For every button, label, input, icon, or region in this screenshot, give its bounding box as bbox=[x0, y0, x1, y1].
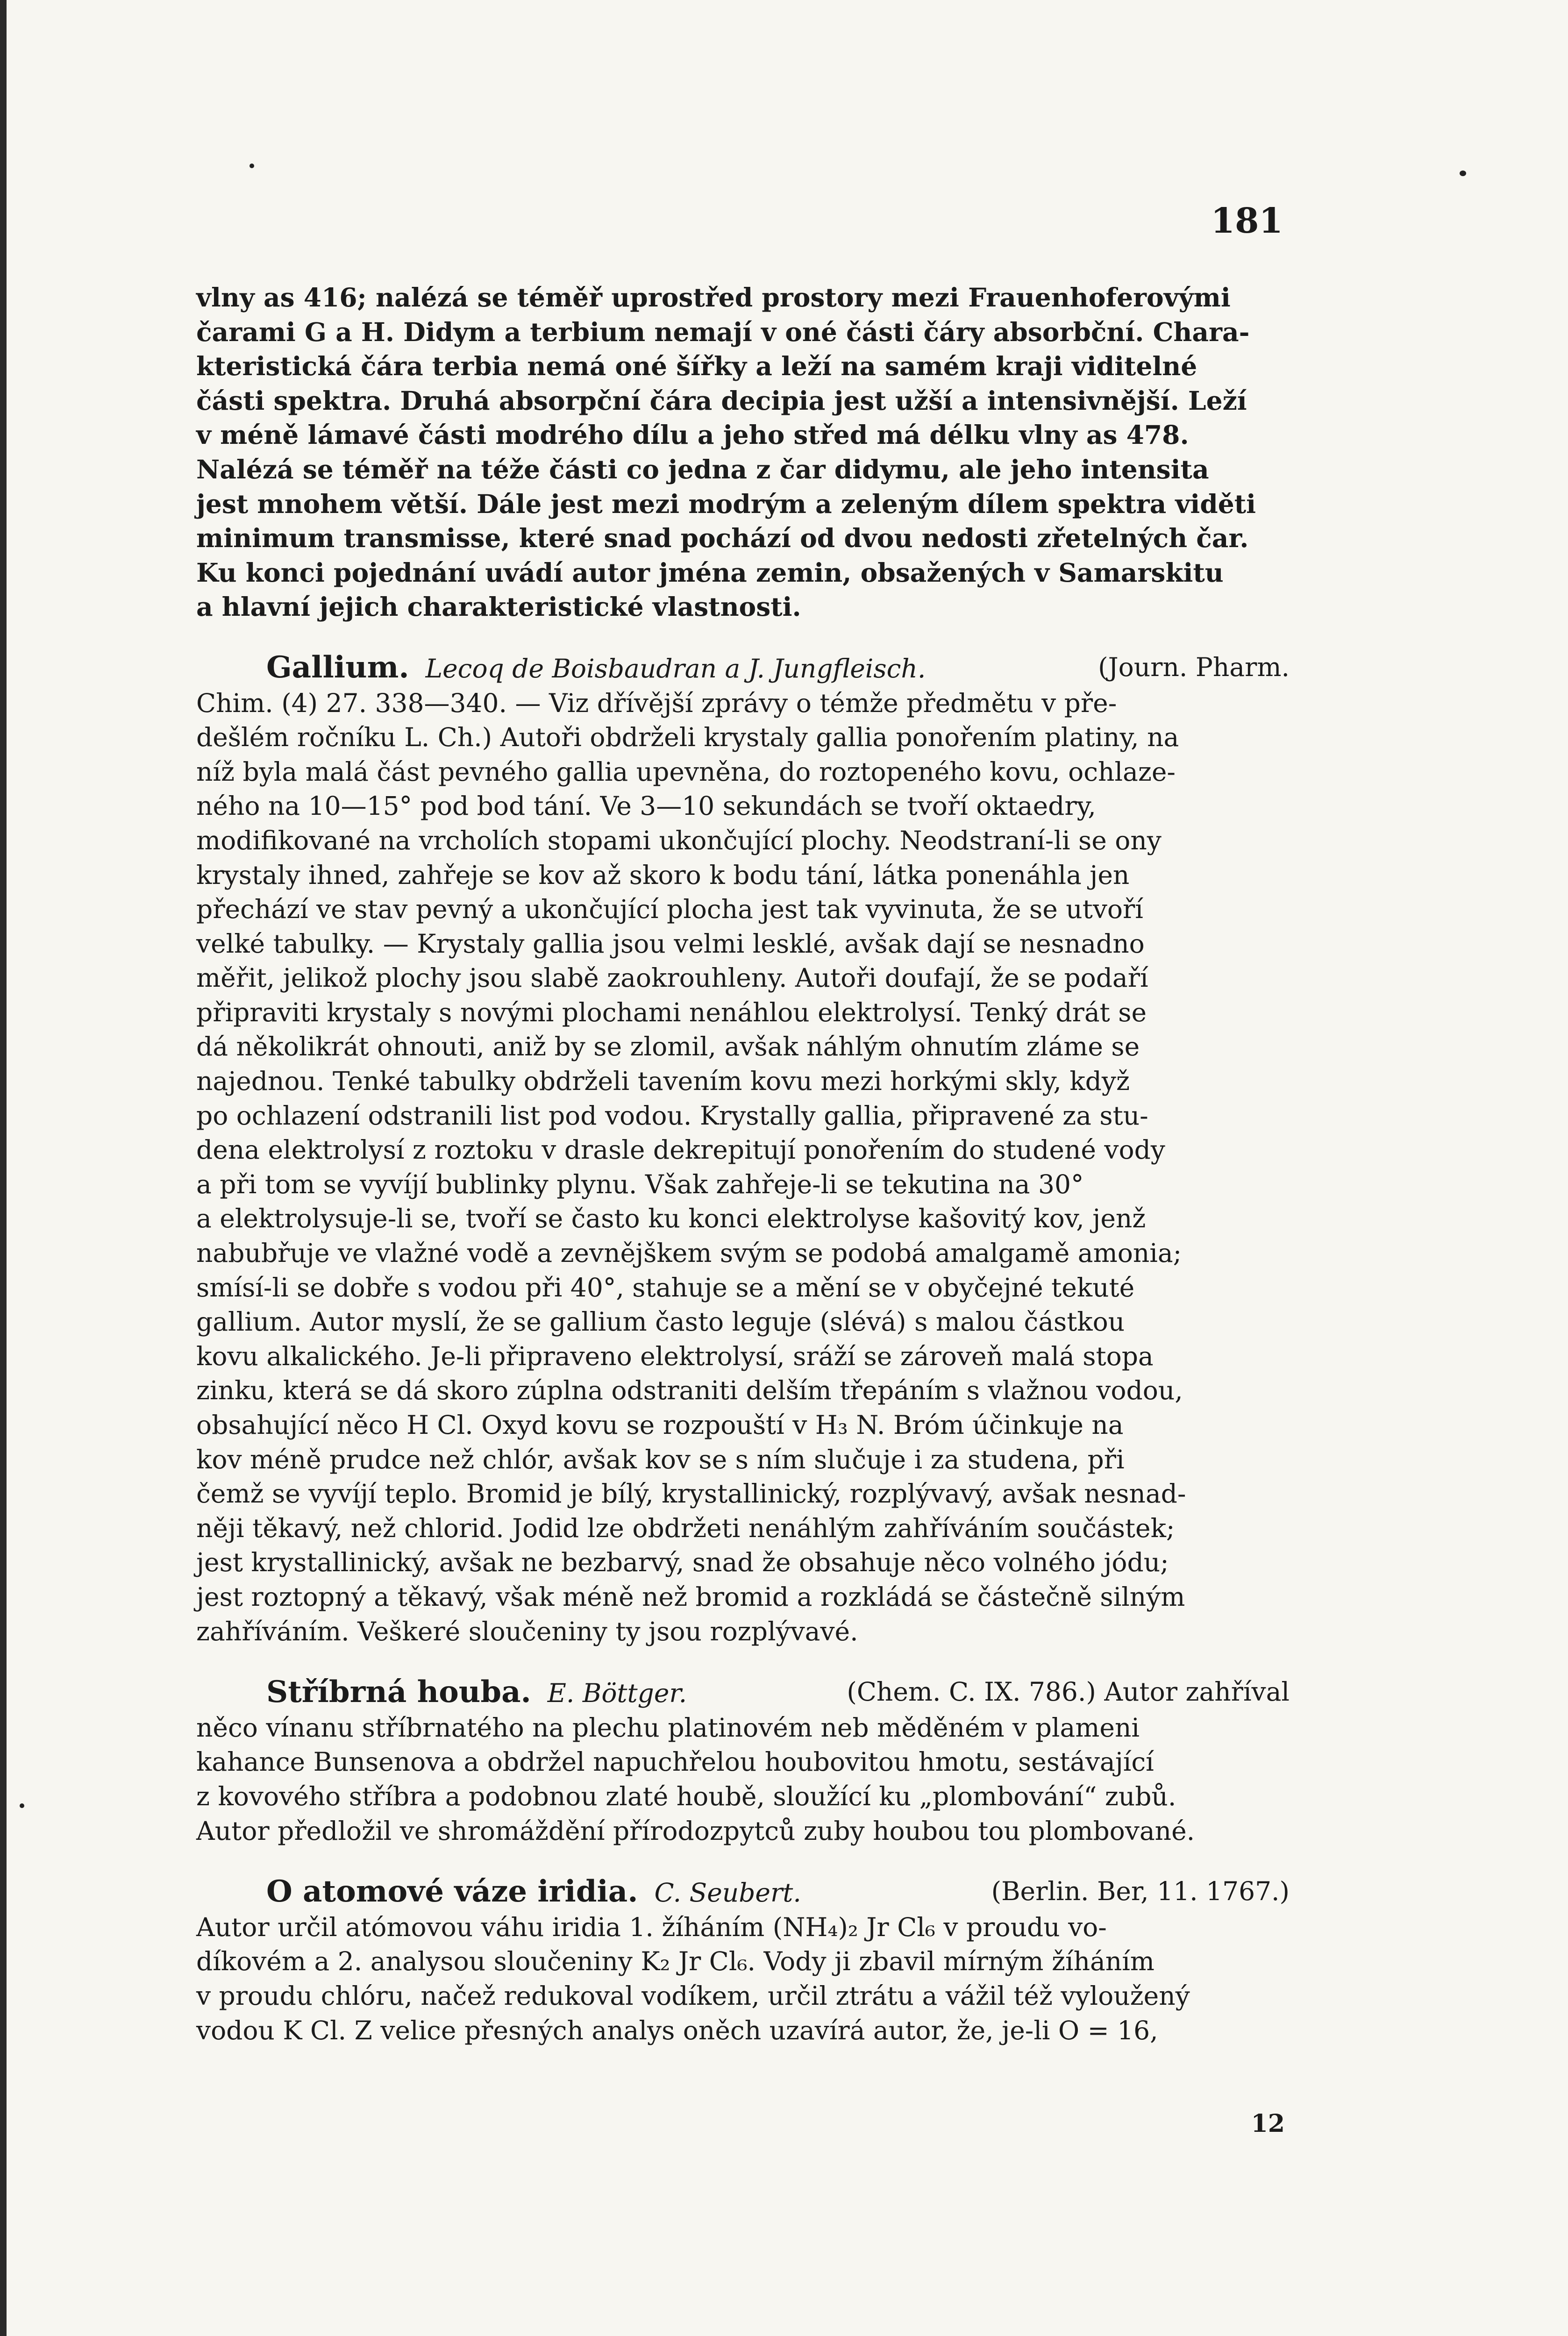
text-line: přechází ve stav pevný a ukončující plocha jest tak vyvinuta, že se utvoří bbox=[196, 894, 1143, 925]
scan-speck bbox=[20, 1803, 24, 1808]
text-line: Nalézá se téměř na téže části co jedna z čar didymu, ale jeho intensita bbox=[196, 454, 1209, 484]
text-line: kteristická čára terbia nemá oné šířky a leží na samém kraji viditelné bbox=[196, 351, 1197, 382]
text-line: části spektra. Druhá absorpční čára decipia jest užší a intensivnější. Leží bbox=[196, 385, 1247, 416]
text-line: v proudu chlóru, načež redukoval vodíkem, určil ztrátu a vážil též vyloužený bbox=[196, 1980, 1190, 2011]
text-line: díkovém a 2. analysou sloučeniny K₂ Jr Cl₆. Vody ji zbavil mírným žíháním bbox=[196, 1946, 1155, 1977]
text-line: čarami G a H. Didym a terbium nemají v oné části čáry absorbční. Chara- bbox=[196, 316, 1250, 347]
text-line: gallium. Autor myslí, že se gallium často leguje (slévá) s malou částkou bbox=[196, 1307, 1125, 1337]
text-line: Autor určil atómovou váhu iridia 1. žíháním (NH₄)₂ Jr Cl₆ v proudu vo- bbox=[196, 1912, 1107, 1942]
text-line: Gallium. Lecoq de Boisbaudran a J. Jungfleisch. (Journ. Pharm. bbox=[266, 649, 1290, 685]
signature-mark: 12 bbox=[1251, 2109, 1285, 2138]
text-line: jest roztopný a těkavý, však méně než bromid a rozkládá se částečně silným bbox=[196, 1581, 1185, 1612]
text-line: krystaly ihned, zahřeje se kov až skoro k bodu tání, látka ponenáhla jen bbox=[196, 860, 1130, 890]
text-line: kov méně prudce než chlór, avšak kov se s ním slučuje i za studena, při bbox=[196, 1444, 1125, 1474]
section-heading: O atomové váze iridia. bbox=[266, 1874, 638, 1909]
text-line: něji těkavý, než chlorid. Jodid lze obdržeti nenáhlým zahříváním součástek; bbox=[196, 1513, 1175, 1543]
text-line: obsahující něco H Cl. Oxyd kovu se rozpouští v H₃ N. Bróm účinkuje na bbox=[196, 1410, 1124, 1440]
text-line: po ochlazení odstranili list pod vodou. Krystally gallia, připravené za stu- bbox=[196, 1100, 1148, 1131]
text-line: Stříbrná houba. E. Böttger. (Chem. C. IX. 786.) Autor zahříval bbox=[266, 1674, 1290, 1710]
text-line: dešlém ročníku L. Ch.) Autoři obdrželi krystaly gallia ponořením platiny, na bbox=[196, 722, 1179, 753]
text-line: čemž se vyvíjí teplo. Bromid je bílý, krystallinický, rozplývavý, avšak nesnad- bbox=[196, 1479, 1186, 1509]
text-line: nabubřuje ve vlažné vodě a zevnějškem svým se podobá amalgamě amonia; bbox=[196, 1238, 1182, 1268]
text-line: smísí-li se dobře s vodou při 40°, stahuje se a mění se v obyčejné tekuté bbox=[196, 1272, 1135, 1303]
section-authors: C. Seubert. bbox=[654, 1878, 801, 1908]
text-line: modifikované na vrcholích stopami ukončující plochy. Neodstraní-li se ony bbox=[196, 825, 1162, 855]
text-line: jest krystallinický, avšak ne bezbarvý, snad že obsahuje něco volného jódu; bbox=[196, 1547, 1169, 1578]
text-line: vodou K Cl. Z velice přesných analys oněch uzavírá autor, že, je-li O = 16, bbox=[196, 2015, 1158, 2045]
paragraph-gallium bbox=[196, 650, 1290, 1649]
text-line: dena elektrolysí z roztoku v drasle dekrepitují ponořením do studené vody bbox=[196, 1135, 1165, 1165]
paragraph-spectra bbox=[196, 280, 1290, 624]
text-line: velké tabulky. — Krystaly gallia jsou velmi lesklé, avšak dají se nesnadno bbox=[196, 928, 1145, 959]
text-line: a při tom se vyvíjí bublinky plynu. Však zahřeje-li se tekutina na 30° bbox=[196, 1169, 1084, 1199]
scan-speck bbox=[249, 164, 254, 168]
text-line: z kovového stříbra a podobnou zlaté houbě, sloužící ku „plombování“ zubů. bbox=[196, 1781, 1176, 1811]
text-line: a elektrolysuje-li se, tvoří se často ku konci elektrolyse kašovitý kov, jenž bbox=[196, 1204, 1146, 1234]
text-line: Chim. (4) 27. 338—340. — Viz dřívější zprávy o témže předmětu v pře- bbox=[196, 688, 1117, 718]
text-line: jest mnohem větší. Dále jest mezi modrým a zeleným dílem spektra viděti bbox=[196, 488, 1256, 519]
paragraph-iridium bbox=[196, 1874, 1290, 2048]
text-line: níž byla malá část pevného gallia upevněna, do roztopeného kovu, ochlaze- bbox=[196, 756, 1176, 787]
section-authors: Lecoq de Boisbaudran a J. Jungfleisch. bbox=[425, 653, 926, 684]
text-line: ného na 10—15° pod bod tání. Ve 3—10 sekundách se tvoří oktaedry, bbox=[196, 791, 1096, 821]
scan-speck bbox=[1460, 171, 1466, 176]
paragraph-silver-sponge bbox=[196, 1675, 1290, 1848]
text-line: v méně lámavé části modrého dílu a jeho střed má délku vlny as 478. bbox=[196, 420, 1189, 450]
text-line: zinku, která se dá skoro zúplna odstraniti delším třepáním s vlažnou vodou, bbox=[196, 1375, 1183, 1406]
article-text bbox=[196, 280, 1290, 2048]
text-line: kahance Bunsenova a obdržel napuchřelou houbovitou hmotu, sestávající bbox=[196, 1747, 1154, 1777]
text-line: vlny as 416; nalézá se téměř uprostřed prostory mezi Frauenhoferovými bbox=[196, 282, 1231, 313]
text-line: připraviti krystaly s novými plochami nenáhlou elektrolysí. Tenký drát se bbox=[196, 997, 1147, 1027]
text-line: minimum transmisse, které snad pochází od dvou nedosti zřetelných čar. bbox=[196, 523, 1249, 554]
text-line: něco vínanu stříbrnatého na plechu platinovém neb měděném v plameni bbox=[196, 1712, 1140, 1743]
text-line: dá několikrát ohnouti, aniž by se zlomil, avšak náhlým ohnutím zláme se bbox=[196, 1032, 1140, 1062]
section-heading: Stříbrná houba. bbox=[266, 1674, 531, 1710]
text-line: O atomové váze iridia. C. Seubert. (Berlin. Ber, 11. 1767.) bbox=[266, 1874, 1290, 1909]
text-line: najednou. Tenké tabulky obdrželi tavením kovu mezi horkými skly, když bbox=[196, 1066, 1130, 1097]
text-line: měřit, jelikož plochy jsou slabě zaokrouhleny. Autoři doufají, že se podaří bbox=[196, 963, 1148, 993]
text-line: Autor předložil ve shromáždění přírodozpytců zuby houbou tou plombované. bbox=[196, 1816, 1195, 1846]
text-line: zahříváním. Veškeré sloučeniny ty jsou rozplývavé. bbox=[196, 1616, 858, 1646]
text-line: Ku konci pojednání uvádí autor jména zemin, obsažených v Samarskitu bbox=[196, 557, 1224, 588]
section-heading: Gallium. bbox=[266, 649, 409, 685]
section-authors: E. Böttger. bbox=[547, 1678, 687, 1709]
text-line: a hlavní jejich charakteristické vlastnosti. bbox=[196, 591, 801, 622]
text-line: kovu alkalického. Je-li připraveno elektrolysí, sráží se zároveň malá stopa bbox=[196, 1341, 1154, 1371]
page-number: 181 bbox=[1211, 201, 1283, 241]
